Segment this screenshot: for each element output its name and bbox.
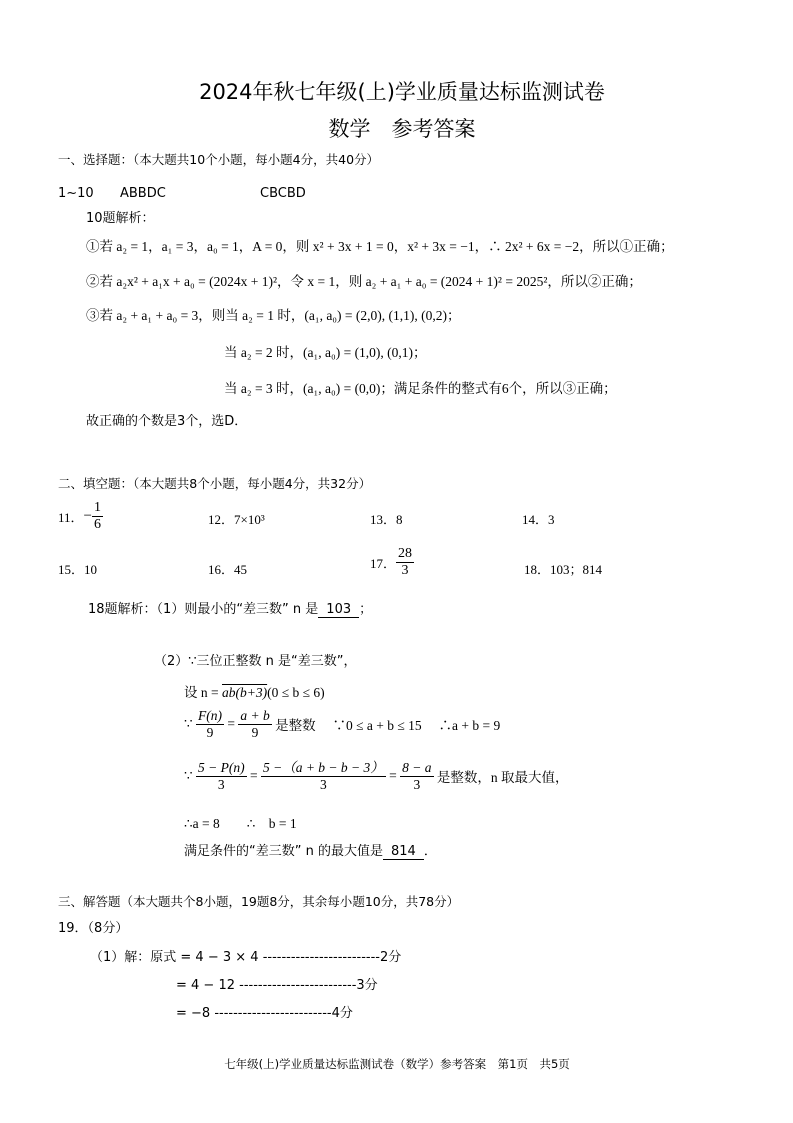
answer-11-denominator: 6: [94, 517, 101, 533]
q18-frac-8a-den: 3: [413, 776, 421, 792]
answers-1-5: ABBDC: [120, 186, 166, 201]
q18-part2-line6-end: ．: [423, 844, 437, 859]
answer-15: 15．10: [58, 562, 98, 577]
answer-11-numerator: 1: [92, 500, 103, 517]
q10-line5: 当 a₂ = 3 时，(a₁, a₀) = (0,0)；满足条件的整式有6个，所以③正确；: [224, 381, 617, 396]
q19-heading: 19．（8分）: [58, 921, 129, 936]
q18-part2-line3-because: ∵: [184, 716, 193, 732]
q18-part2-line4: [184, 760, 569, 792]
answer-17-numerator: 28: [396, 546, 414, 563]
answer-11-label: 11．: [58, 510, 84, 526]
q18-frac-pn-den: 3: [217, 776, 225, 792]
q18-equals-3: =: [389, 768, 397, 784]
q10-conclusion: 故正确的个数是3个，选D．: [86, 414, 248, 429]
q10-label: 10题解析：: [86, 211, 155, 226]
answers-6-10: CBCBD: [260, 186, 306, 201]
q18-part2-line2: [184, 681, 325, 701]
q18-frac-ab-num: a + b: [240, 708, 270, 723]
answer-11-fraction: [92, 500, 103, 533]
answer-11: [58, 500, 103, 533]
answer-13: 13．8: [370, 512, 403, 527]
answer-17-fraction: [396, 546, 414, 579]
q18-part2-line2-number: ab(b+3): [222, 685, 268, 700]
q10-line1: ①若 a₂ = 1，a₁ = 3，a₀ = 1，A = 0，则 x² + 3x + 1 = 0，x² + 3x = −1，∴ 2x² + 6x = −2，所以①正确；: [86, 239, 674, 254]
q18-part2-line3: [184, 708, 500, 740]
answer-17-denominator: 3: [401, 563, 409, 579]
page-footer: 七年级(上)学业质量达标监测试卷（数学）参考答案 第1页 共5页: [224, 1057, 570, 1071]
q18-part2-line2-post: (0 ≤ b ≤ 6): [267, 685, 325, 700]
answer-16: 16．45: [208, 562, 248, 577]
answer-17: [370, 546, 414, 579]
q10-line2: ②若 a₂x² + a₁x + a₀ = (2024x + 1)²，令 x = 1，则 a₂ + a₁ + a₀ = (2024 + 1)² = 2025²，所以②正确；: [86, 274, 642, 289]
q18-equals-2: =: [249, 768, 258, 784]
q18-frac-pn: [196, 760, 247, 792]
q10-line3: ③若 a₂ + a₁ + a₀ = 3，则当 a₂ = 1 时，(a₁, a₀) = (2,0), (1,1), (0,2)；: [86, 308, 461, 323]
q18-frac-8a: [400, 760, 433, 792]
q18-part2-line2-pre: 设 n =: [184, 685, 222, 700]
section3-heading: 三、解答题（本大题共个8小题，19题8分，其余每小题10分，共78分）: [58, 894, 460, 909]
q19-step1: （1）解：原式 = 4 − 3 × 4 -------------------------2分: [90, 950, 402, 965]
q18-part2-line6-text: 满足条件的“差三数” n 的最大值是: [184, 844, 383, 859]
q18-part1: [88, 598, 372, 618]
q19-step2: = 4 − 12 -------------------------3分: [176, 978, 378, 993]
answer-11-sign: −: [83, 508, 92, 525]
q18-frac-expand-den: 3: [319, 776, 327, 792]
q18-frac-pn-num: 5 − P(n): [197, 760, 245, 775]
q18-part2-line5: ∴a = 8 ∴ b = 1: [184, 816, 297, 831]
page-subtitle: 数学 参考答案: [328, 117, 476, 141]
q18-part2-line1: （2）∵三位正整数 n 是“差三数”，: [154, 654, 357, 669]
q18-part1-answer: 103: [318, 602, 359, 618]
answer-range: 1~10: [58, 186, 94, 201]
q18-frac-8a-num: 8 − a: [402, 760, 432, 775]
answer-17-label: 17．: [370, 556, 397, 572]
section1-heading: 一、选择题：（本大题共10个小题，每小题4分，共40分）: [58, 152, 380, 167]
page-title: 2024年秋七年级(上)学业质量达标监测试卷: [199, 80, 605, 104]
q18-part2-line3-post: 是整数 ∵0 ≤ a + b ≤ 15 ∴a + b = 9: [275, 718, 501, 734]
q18-equals-1: =: [227, 716, 235, 732]
q18-frac-fn-num: F(n): [197, 708, 222, 723]
answer-12: 12．7×10³: [208, 512, 265, 527]
q18-frac-ab: [238, 708, 271, 740]
answer-14: 14．3: [522, 512, 555, 527]
q18-part2-line6: [184, 840, 437, 860]
q18-frac-fn-den: 9: [206, 724, 214, 740]
q18-part2-line4-because: ∵: [184, 768, 193, 784]
q19-step3: = −8 -------------------------4分: [176, 1006, 353, 1021]
section2-heading: 二、填空题：（本大题共8个小题，每小题4分，共32分）: [58, 476, 372, 491]
q10-line4: 当 a₂ = 2 时，(a₁, a₀) = (1,0), (0,1)；: [224, 345, 427, 360]
q18-frac-expand: [261, 760, 386, 792]
q18-part1-end: ；: [359, 602, 373, 617]
q18-frac-expand-num: 5 −（a + b − b − 3）: [262, 760, 384, 775]
q18-frac-fn: [196, 708, 224, 740]
answer-18: 18．103；814: [524, 562, 603, 577]
q18-part1-text: 18题解析：（1）则最小的“差三数” n 是: [88, 602, 319, 617]
q18-part2-line4-post: 是整数，n 取最大值，: [436, 770, 569, 786]
q18-part2-line6-answer: 814: [383, 844, 424, 860]
q18-frac-ab-den: 9: [251, 724, 259, 740]
